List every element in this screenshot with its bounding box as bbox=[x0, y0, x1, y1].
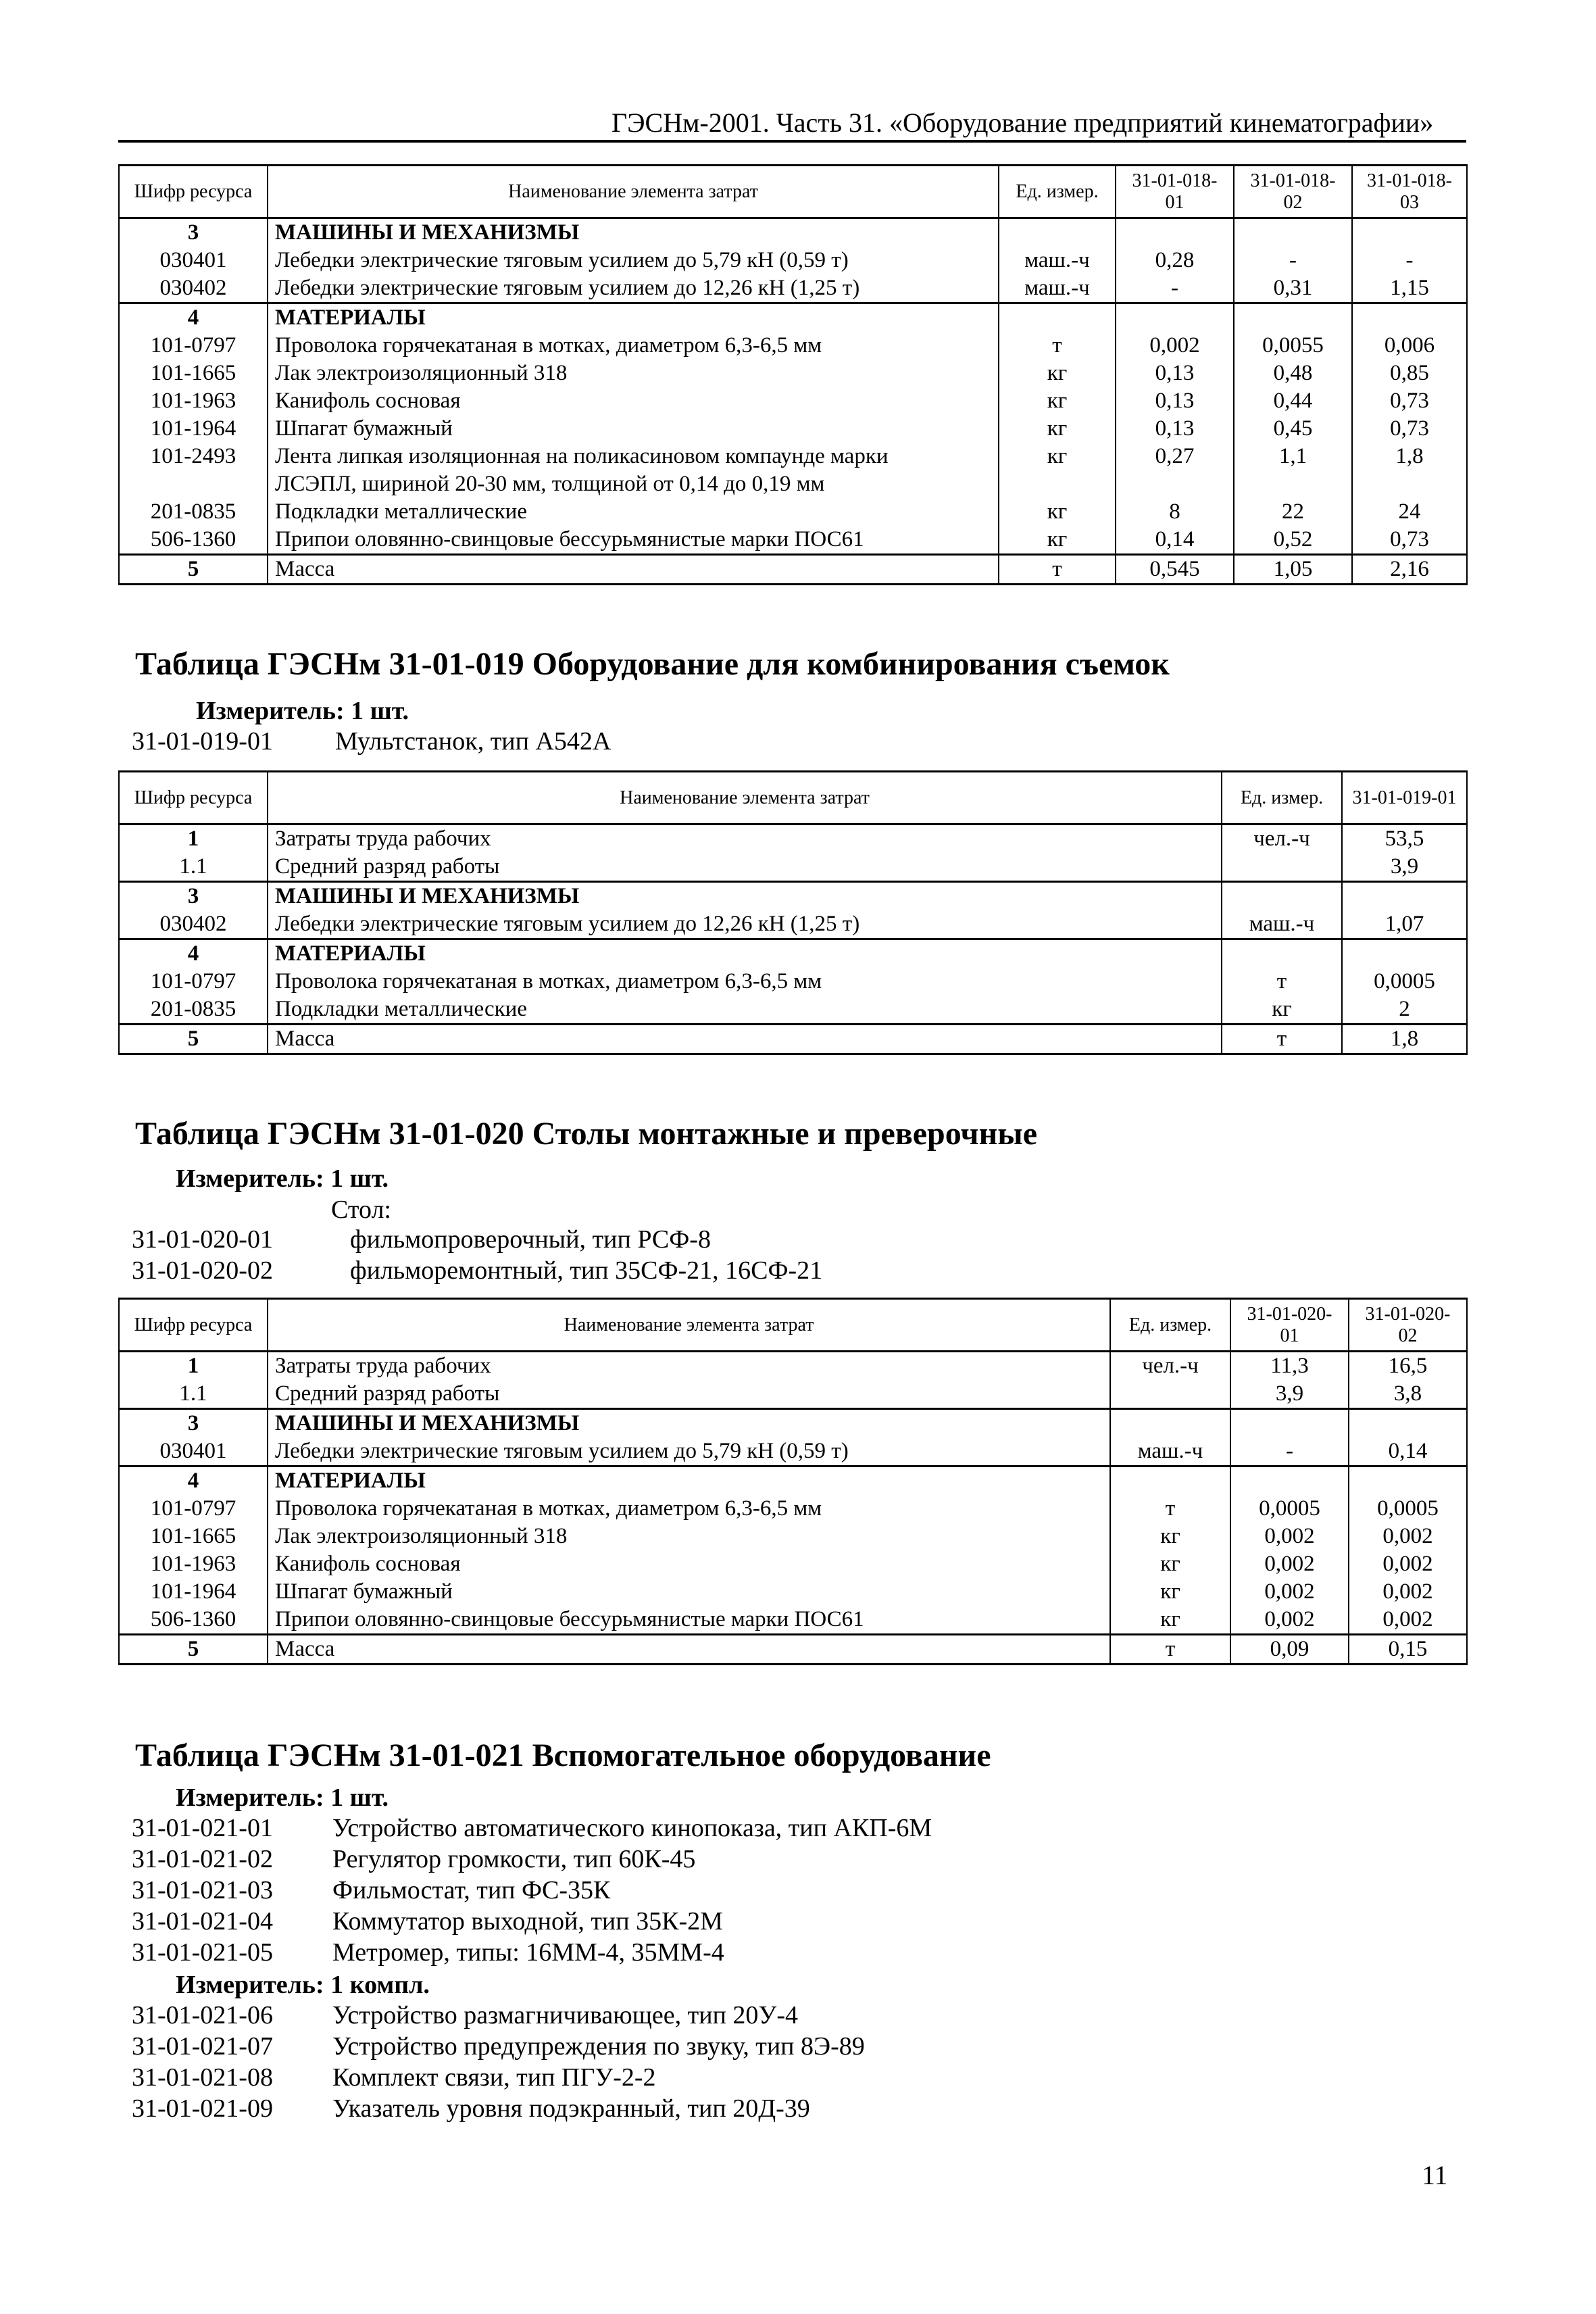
meter-019: Измеритель: 1 шт. bbox=[196, 697, 409, 725]
cell-name: МАШИНЫ И МЕХАНИЗМЫ bbox=[268, 882, 1222, 911]
cell-c1: 0,13 bbox=[1116, 387, 1234, 415]
cell-code: 5 bbox=[119, 555, 268, 585]
cell-c1: 0,002 bbox=[1116, 332, 1234, 360]
cell-name: Проволока горячекатаная в мотках, диаметром 6,3-6,5 мм bbox=[268, 968, 1222, 995]
cell-c1: 0,002 bbox=[1230, 1523, 1349, 1550]
page-number: 11 bbox=[1422, 2160, 1448, 2190]
cell-c3 bbox=[1352, 218, 1467, 247]
table-row bbox=[119, 1467, 1467, 1496]
item-name: Фильмостат, тип ФС-35К bbox=[332, 1876, 611, 1904]
cell-unit: маш.-ч bbox=[999, 247, 1116, 274]
cell-c1: 0,09 bbox=[1230, 1635, 1349, 1665]
cell-name: Проволока горячекатаная в мотках, диаметром 6,3-6,5 мм bbox=[268, 1495, 1110, 1523]
table-title-021: Таблица ГЭСНм 31-01-021 Вспомогательное оборудование bbox=[135, 1738, 991, 1773]
item-name: Указатель уровня подэкранный, тип 20Д-39 bbox=[332, 2094, 810, 2123]
cell-unit: т bbox=[1110, 1635, 1230, 1665]
cell-c1: 0,002 bbox=[1230, 1606, 1349, 1635]
table-row bbox=[119, 824, 1467, 854]
cell-code: 4 bbox=[119, 303, 268, 333]
cell-name: МАТЕРИАЛЫ bbox=[268, 939, 1222, 968]
item-code: 31-01-021-07 bbox=[132, 2032, 273, 2061]
cell-code bbox=[119, 470, 268, 498]
cell-c2: 0,002 bbox=[1349, 1550, 1467, 1578]
item-code: 31-01-021-04 bbox=[132, 1907, 273, 1936]
meter-021-1: Измеритель: 1 шт. bbox=[176, 1783, 389, 1812]
group-label-020: Стол: bbox=[331, 1196, 391, 1224]
cell-code: 4 bbox=[119, 1467, 268, 1496]
cell-code: 030402 bbox=[119, 274, 268, 303]
resource-table-020 bbox=[118, 1298, 1468, 1665]
cell-unit: кг bbox=[1110, 1606, 1230, 1635]
cell-name: Масса bbox=[268, 1025, 1222, 1054]
cell-c3: 1,15 bbox=[1352, 274, 1467, 303]
table-title-020: Таблица ГЭСНм 31-01-020 Столы монтажные и преверочные bbox=[135, 1116, 1037, 1152]
cell-unit: кг bbox=[999, 360, 1116, 387]
cell-c2: - bbox=[1234, 247, 1352, 274]
table-row bbox=[119, 526, 1467, 555]
cell-code: 5 bbox=[119, 1635, 268, 1665]
cell-c2: 0,0005 bbox=[1349, 1495, 1467, 1523]
cell-c2: 0,002 bbox=[1349, 1523, 1467, 1550]
cell-c1: 0,002 bbox=[1230, 1578, 1349, 1606]
table-row bbox=[119, 1550, 1467, 1578]
header-norm-1: 31-01-019-01 bbox=[1342, 772, 1467, 824]
cell-name: Лебедки электрические тяговым усилием до 5,79 кН (0,59 т) bbox=[268, 1437, 1110, 1467]
cell-unit: чел.-ч bbox=[1222, 824, 1342, 854]
item-code: 31-01-021-08 bbox=[132, 2063, 273, 2092]
cell-c3: 0,73 bbox=[1352, 526, 1467, 555]
meter-020: Измеритель: 1 шт. bbox=[176, 1164, 389, 1193]
cell-unit: т bbox=[999, 555, 1116, 585]
cell-unit: кг bbox=[1110, 1578, 1230, 1606]
cell-code: 1.1 bbox=[119, 1380, 268, 1409]
cell-c3: 24 bbox=[1352, 498, 1467, 526]
header-code: Шифр ресурса bbox=[119, 166, 268, 218]
header-norm-3: 31-01-018-03 bbox=[1352, 166, 1467, 218]
cell-code: 030401 bbox=[119, 1437, 268, 1467]
cell-c1 bbox=[1342, 939, 1467, 968]
cell-unit: т bbox=[1110, 1495, 1230, 1523]
cell-unit bbox=[1222, 882, 1342, 911]
cell-c1: 0,28 bbox=[1116, 247, 1234, 274]
cell-unit bbox=[999, 218, 1116, 247]
cell-c1 bbox=[1116, 218, 1234, 247]
cell-c2: 0,48 bbox=[1234, 360, 1352, 387]
cell-c1: 8 bbox=[1116, 498, 1234, 526]
item-name-020-01: фильмопроверочный, тип РСФ-8 bbox=[350, 1225, 711, 1254]
item-name: Устройство предупреждения по звуку, тип 8Э-89 bbox=[332, 2032, 865, 2061]
cell-c2 bbox=[1234, 470, 1352, 498]
cell-code: 030401 bbox=[119, 247, 268, 274]
item-name: Комплект связи, тип ПГУ-2-2 bbox=[332, 2063, 656, 2092]
cell-c2 bbox=[1349, 1409, 1467, 1438]
table-row bbox=[119, 853, 1467, 882]
cell-c3: 2,16 bbox=[1352, 555, 1467, 585]
cell-c1: 2 bbox=[1342, 995, 1467, 1025]
table-row bbox=[119, 332, 1467, 360]
cell-name: Масса bbox=[268, 555, 999, 585]
cell-code: 1 bbox=[119, 1352, 268, 1381]
cell-c1: 0,13 bbox=[1116, 415, 1234, 443]
header-norm-2: 31-01-018-02 bbox=[1234, 166, 1352, 218]
cell-unit: чел.-ч bbox=[1110, 1352, 1230, 1381]
item-code-020-01: 31-01-020-01 bbox=[132, 1225, 273, 1254]
cell-c2: 0,002 bbox=[1349, 1578, 1467, 1606]
header-name: Наименование элемента затрат bbox=[268, 166, 999, 218]
cell-name: МАШИНЫ И МЕХАНИЗМЫ bbox=[268, 218, 999, 247]
cell-c1: 3,9 bbox=[1342, 853, 1467, 882]
cell-code: 101-1963 bbox=[119, 1550, 268, 1578]
cell-c2: 1,1 bbox=[1234, 443, 1352, 470]
cell-name: Припои оловянно-свинцовые бессурьмянистые марки ПОС61 bbox=[268, 526, 999, 555]
item-code: 31-01-021-06 bbox=[132, 2001, 273, 2029]
table-row bbox=[119, 939, 1467, 968]
cell-unit: кг bbox=[999, 526, 1116, 555]
cell-c3: 1,8 bbox=[1352, 443, 1467, 470]
cell-code: 1 bbox=[119, 824, 268, 854]
table-row bbox=[119, 1578, 1467, 1606]
running-header: ГЭСНм-2001. Часть 31. «Оборудование предприятий кинематографии» bbox=[612, 107, 1434, 138]
header-unit: Ед. измер. bbox=[999, 166, 1116, 218]
cell-unit bbox=[1222, 939, 1342, 968]
item-name: Коммутатор выходной, тип 35К-2М bbox=[332, 1907, 723, 1936]
header-unit: Ед. измер. bbox=[1222, 772, 1342, 824]
cell-c2: 0,44 bbox=[1234, 387, 1352, 415]
cell-name: Лента липкая изоляционная на поликасиновом компаунде марки bbox=[268, 443, 999, 470]
cell-name: МАШИНЫ И МЕХАНИЗМЫ bbox=[268, 1409, 1110, 1438]
item-name-020-02: фильморемонтный, тип 35СФ-21, 16СФ-21 bbox=[350, 1256, 823, 1285]
header-norm-2: 31-01-020-02 bbox=[1349, 1299, 1467, 1352]
table-row bbox=[119, 555, 1467, 585]
cell-c3: - bbox=[1352, 247, 1467, 274]
item-code: 31-01-021-05 bbox=[132, 1938, 273, 1967]
cell-c2 bbox=[1349, 1467, 1467, 1496]
cell-c2 bbox=[1234, 303, 1352, 333]
cell-c2: 0,0055 bbox=[1234, 332, 1352, 360]
meter-021-2: Измеритель: 1 компл. bbox=[176, 1971, 430, 1999]
item-name: Устройство размагничивающее, тип 20У-4 bbox=[332, 2001, 798, 2029]
table-row bbox=[119, 470, 1467, 498]
cell-name: Подкладки металлические bbox=[268, 995, 1222, 1025]
table-row bbox=[119, 995, 1467, 1025]
cell-code: 101-0797 bbox=[119, 1495, 268, 1523]
cell-unit bbox=[1110, 1409, 1230, 1438]
cell-name: Затраты труда рабочих bbox=[268, 824, 1222, 854]
cell-c1: 1,07 bbox=[1342, 910, 1467, 939]
cell-c1: 1,8 bbox=[1342, 1025, 1467, 1054]
cell-c1: 11,3 bbox=[1230, 1352, 1349, 1381]
cell-code: 5 bbox=[119, 1025, 268, 1054]
cell-c3 bbox=[1352, 303, 1467, 333]
cell-unit bbox=[999, 303, 1116, 333]
cell-c1: 3,9 bbox=[1230, 1380, 1349, 1409]
cell-code: 3 bbox=[119, 882, 268, 911]
cell-code: 101-1665 bbox=[119, 360, 268, 387]
header-name: Наименование элемента затрат bbox=[268, 1299, 1110, 1352]
table-row bbox=[119, 968, 1467, 995]
cell-code: 101-1964 bbox=[119, 1578, 268, 1606]
cell-c2: 16,5 bbox=[1349, 1352, 1467, 1381]
cell-c3: 0,73 bbox=[1352, 387, 1467, 415]
item-code: 31-01-021-03 bbox=[132, 1876, 273, 1904]
table-row bbox=[119, 1380, 1467, 1409]
cell-name: МАТЕРИАЛЫ bbox=[268, 303, 999, 333]
item-name-019-01: Мультстанок, тип А542А bbox=[335, 727, 612, 756]
table-row bbox=[119, 1635, 1467, 1665]
cell-c3: 0,85 bbox=[1352, 360, 1467, 387]
cell-name: МАТЕРИАЛЫ bbox=[268, 1467, 1110, 1496]
item-code: 31-01-021-01 bbox=[132, 1814, 273, 1842]
item-code: 31-01-021-02 bbox=[132, 1845, 273, 1873]
cell-code: 3 bbox=[119, 1409, 268, 1438]
table-row bbox=[119, 1025, 1467, 1054]
cell-c3: 0,006 bbox=[1352, 332, 1467, 360]
cell-c1: 0,14 bbox=[1116, 526, 1234, 555]
cell-name: Шпагат бумажный bbox=[268, 1578, 1110, 1606]
table-row bbox=[119, 882, 1467, 911]
item-name: Регулятор громкости, тип 60К-45 bbox=[332, 1845, 696, 1873]
header-code: Шифр ресурса bbox=[119, 1299, 268, 1352]
cell-c1: 0,002 bbox=[1230, 1550, 1349, 1578]
cell-c1 bbox=[1230, 1409, 1349, 1438]
table-row bbox=[119, 218, 1467, 247]
cell-code: 3 bbox=[119, 218, 268, 247]
cell-unit: кг bbox=[1110, 1523, 1230, 1550]
table-row bbox=[119, 498, 1467, 526]
cell-c1: 53,5 bbox=[1342, 824, 1467, 854]
resource-table-018 bbox=[118, 164, 1468, 585]
cell-c2: 0,15 bbox=[1349, 1635, 1467, 1665]
cell-name: Лак электроизоляционный 318 bbox=[268, 360, 999, 387]
cell-name: Лак электроизоляционный 318 bbox=[268, 1523, 1110, 1550]
cell-unit: маш.-ч bbox=[999, 274, 1116, 303]
cell-c1 bbox=[1116, 470, 1234, 498]
cell-name: Средний разряд работы bbox=[268, 1380, 1110, 1409]
table-row bbox=[119, 443, 1467, 470]
cell-name: Средний разряд работы bbox=[268, 853, 1222, 882]
cell-name: Лебедки электрические тяговым усилием до 5,79 кН (0,59 т) bbox=[268, 247, 999, 274]
cell-c2: 1,05 bbox=[1234, 555, 1352, 585]
cell-c3: 0,73 bbox=[1352, 415, 1467, 443]
cell-c1: 0,0005 bbox=[1230, 1495, 1349, 1523]
cell-c1: - bbox=[1116, 274, 1234, 303]
cell-unit: кг bbox=[999, 498, 1116, 526]
cell-c2: 0,45 bbox=[1234, 415, 1352, 443]
cell-unit: кг bbox=[999, 387, 1116, 415]
cell-c2: 0,002 bbox=[1349, 1606, 1467, 1635]
cell-name: ЛСЭПЛ, шириной 20-30 мм, толщиной от 0,14 до 0,19 мм bbox=[268, 470, 999, 498]
header-rule bbox=[118, 140, 1466, 143]
cell-c1 bbox=[1342, 882, 1467, 911]
item-code-020-02: 31-01-020-02 bbox=[132, 1256, 273, 1285]
table-title-019: Таблица ГЭСНм 31-01-019 Оборудование для комбинирования съемок bbox=[135, 646, 1170, 682]
cell-c1: 0,0005 bbox=[1342, 968, 1467, 995]
cell-code: 101-0797 bbox=[119, 332, 268, 360]
cell-name: Канифоль сосновая bbox=[268, 1550, 1110, 1578]
cell-c1: 0,13 bbox=[1116, 360, 1234, 387]
table-row bbox=[119, 1409, 1467, 1438]
cell-c1: 0,27 bbox=[1116, 443, 1234, 470]
item-name: Метромер, типы: 16ММ-4, 35ММ-4 bbox=[332, 1938, 724, 1967]
table-row bbox=[119, 1523, 1467, 1550]
cell-unit: т bbox=[999, 332, 1116, 360]
table-row bbox=[119, 1437, 1467, 1467]
table-row bbox=[119, 1352, 1467, 1381]
item-code: 31-01-021-09 bbox=[132, 2094, 273, 2123]
cell-code: 101-1963 bbox=[119, 387, 268, 415]
cell-name: Шпагат бумажный bbox=[268, 415, 999, 443]
cell-name: Проволока горячекатаная в мотках, диаметром 6,3-6,5 мм bbox=[268, 332, 999, 360]
cell-unit: кг bbox=[999, 443, 1116, 470]
cell-name: Канифоль сосновая bbox=[268, 387, 999, 415]
cell-c2 bbox=[1234, 218, 1352, 247]
cell-c2: 22 bbox=[1234, 498, 1352, 526]
table-row bbox=[119, 274, 1467, 303]
cell-code: 506-1360 bbox=[119, 526, 268, 555]
cell-c1: 0,545 bbox=[1116, 555, 1234, 585]
cell-c2: 3,8 bbox=[1349, 1380, 1467, 1409]
item-code-019-01: 31-01-019-01 bbox=[132, 727, 273, 756]
header-unit: Ед. измер. bbox=[1110, 1299, 1230, 1352]
item-name: Устройство автоматического кинопоказа, тип АКП-6М bbox=[332, 1814, 932, 1842]
cell-unit bbox=[1110, 1380, 1230, 1409]
cell-unit: т bbox=[1222, 1025, 1342, 1054]
cell-code: 101-2493 bbox=[119, 443, 268, 470]
cell-c3 bbox=[1352, 470, 1467, 498]
cell-name: Припои оловянно-свинцовые бессурьмянистые марки ПОС61 bbox=[268, 1606, 1110, 1635]
header-code: Шифр ресурса bbox=[119, 772, 268, 824]
table-row bbox=[119, 387, 1467, 415]
cell-code: 101-1964 bbox=[119, 415, 268, 443]
cell-name: Лебедки электрические тяговым усилием до 12,26 кН (1,25 т) bbox=[268, 910, 1222, 939]
cell-unit bbox=[999, 470, 1116, 498]
cell-code: 1.1 bbox=[119, 853, 268, 882]
header-norm-1: 31-01-020-01 bbox=[1230, 1299, 1349, 1352]
cell-c1 bbox=[1116, 303, 1234, 333]
table-row bbox=[119, 360, 1467, 387]
header-name: Наименование элемента затрат bbox=[268, 772, 1222, 824]
cell-name: Затраты труда рабочих bbox=[268, 1352, 1110, 1381]
cell-code: 101-1665 bbox=[119, 1523, 268, 1550]
cell-unit: маш.-ч bbox=[1110, 1437, 1230, 1467]
cell-name: Лебедки электрические тяговым усилием до 12,26 кН (1,25 т) bbox=[268, 274, 999, 303]
cell-unit: кг bbox=[1222, 995, 1342, 1025]
cell-code: 201-0835 bbox=[119, 498, 268, 526]
cell-unit: кг bbox=[1110, 1550, 1230, 1578]
cell-c1: - bbox=[1230, 1437, 1349, 1467]
cell-code: 030402 bbox=[119, 910, 268, 939]
cell-unit: т bbox=[1222, 968, 1342, 995]
table-row bbox=[119, 415, 1467, 443]
cell-code: 101-0797 bbox=[119, 968, 268, 995]
cell-code: 4 bbox=[119, 939, 268, 968]
resource-table-019 bbox=[118, 770, 1468, 1055]
cell-unit: маш.-ч bbox=[1222, 910, 1342, 939]
cell-c2: 0,14 bbox=[1349, 1437, 1467, 1467]
table-row bbox=[119, 1606, 1467, 1635]
table-row bbox=[119, 1495, 1467, 1523]
table-row bbox=[119, 303, 1467, 333]
cell-code: 506-1360 bbox=[119, 1606, 268, 1635]
cell-unit bbox=[1110, 1467, 1230, 1496]
table-row bbox=[119, 247, 1467, 274]
header-norm-1: 31-01-018-01 bbox=[1116, 166, 1234, 218]
cell-name: Подкладки металлические bbox=[268, 498, 999, 526]
cell-c2: 0,31 bbox=[1234, 274, 1352, 303]
cell-c1 bbox=[1230, 1467, 1349, 1496]
cell-unit: кг bbox=[999, 415, 1116, 443]
table-row bbox=[119, 910, 1467, 939]
cell-name: Масса bbox=[268, 1635, 1110, 1665]
cell-code: 201-0835 bbox=[119, 995, 268, 1025]
cell-c2: 0,52 bbox=[1234, 526, 1352, 555]
cell-unit bbox=[1222, 853, 1342, 882]
